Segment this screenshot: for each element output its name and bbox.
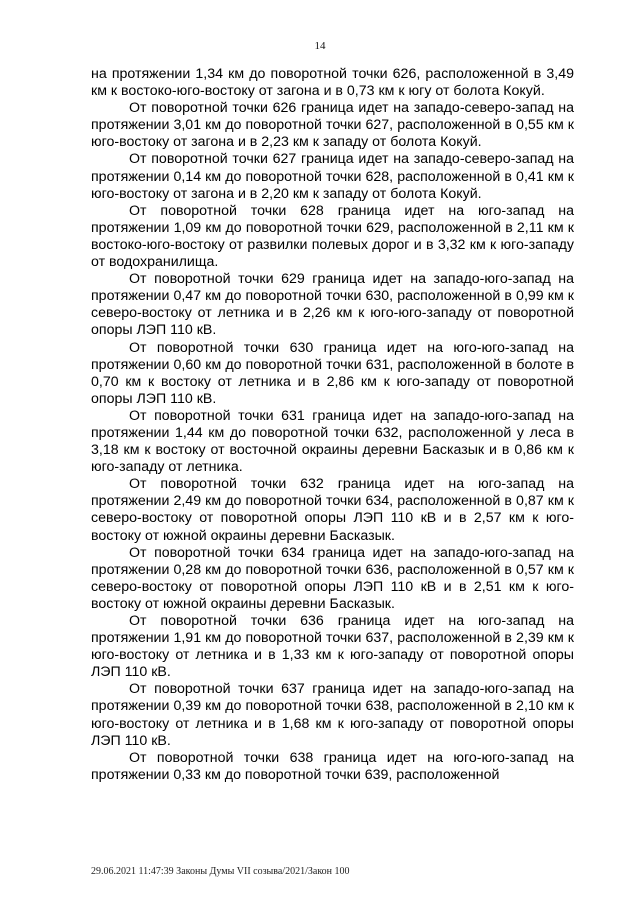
paragraph: От поворотной точки 634 граница идет на западо-юго-запад на протяжении 0,28 км до поворотной точки 636, расположенной в 0,57 км к северо-востоку от поворотной опоры ЛЭП 110 кВ и в 2,51 км к юго-востоку от южной окраины деревни Басказык. <box>91 544 574 612</box>
paragraph: От поворотной точки 629 граница идет на западо-юго-запад на протяжении 0,47 км до поворотной точки 630, расположенной в 0,99 км к северо-востоку от летника и в 2,26 км к юго-юго-западу от поворотной опоры ЛЭП 110 кВ. <box>91 271 574 339</box>
document-body <box>91 66 574 784</box>
paragraph: От поворотной точки 626 граница идет на западо-северо-запад на протяжении 3,01 км до поворотной точки 627, расположенной в 0,55 км к юго-востоку от загона и в 2,23 км к западу от болота Кокуй. <box>91 100 574 151</box>
paragraph: От поворотной точки 631 граница идет на западо-юго-запад на протяжении 1,44 км до поворотной точки 632, расположенной у леса в 3,18 км к востоку от восточной окраины деревни Басказык и в 0,86 км к юго-западу от летника. <box>91 407 574 476</box>
paragraph: От поворотной точки 630 граница идет на юго-юго-запад на протяжении 0,60 км до поворотной точки 631, расположенной в болоте в 0,70 км к востоку от летника и в 2,86 км к юго-западу от поворотной опоры ЛЭП 110 кВ. <box>91 339 574 407</box>
document-footer: 29.06.2021 11:47:39 Законы Думы VII созыва/2021/Закон 100 <box>91 866 350 877</box>
paragraph: От поворотной точки 627 граница идет на западо-северо-запад на протяжении 0,14 км до поворотной точки 628, расположенной в 0,41 км к юго-востоку от загона и в 2,20 км к западу от болота Кокуй. <box>91 151 574 202</box>
paragraph: на протяжении 1,34 км до поворотной точки 626, расположенной в 3,49 км к востоко-юго-востоку от загона и в 0,73 км к югу от болота Кокуй. <box>91 66 574 100</box>
paragraph: От поворотной точки 636 граница идет на юго-запад на протяжении 1,91 км до поворотной точки 637, расположенной в 2,39 км к юго-востоку от летника и в 1,33 км к юго-западу от поворотной опоры ЛЭП 110 кВ. <box>91 613 574 681</box>
page-number: 14 <box>314 40 326 52</box>
paragraph: От поворотной точки 637 граница идет на западо-юго-запад на протяжении 0,39 км до поворотной точки 638, расположенной в 2,10 км к юго-востоку от летника и в 1,68 км к юго-западу от поворотной опоры ЛЭП 110 кВ. <box>91 681 574 749</box>
paragraph: От поворотной точки 638 граница идет на юго-юго-запад на протяжении 0,33 км до поворотной точки 639, расположенной <box>91 749 574 783</box>
paragraph: От поворотной точки 632 граница идет на юго-запад на протяжении 2,49 км до поворотной точки 634, расположенной в 0,87 км к северо-востоку от поворотной опоры ЛЭП 110 кВ и в 2,57 км к юго-востоку от южной окраины деревни Басказык. <box>91 476 574 544</box>
paragraph: От поворотной точки 628 граница идет на юго-запад на протяжении 1,09 км до поворотной точки 629, расположенной в 2,11 км к востоко-юго-востоку от развилки полевых дорог и в 3,32 км к юго-западу от водохранилища. <box>91 202 574 271</box>
